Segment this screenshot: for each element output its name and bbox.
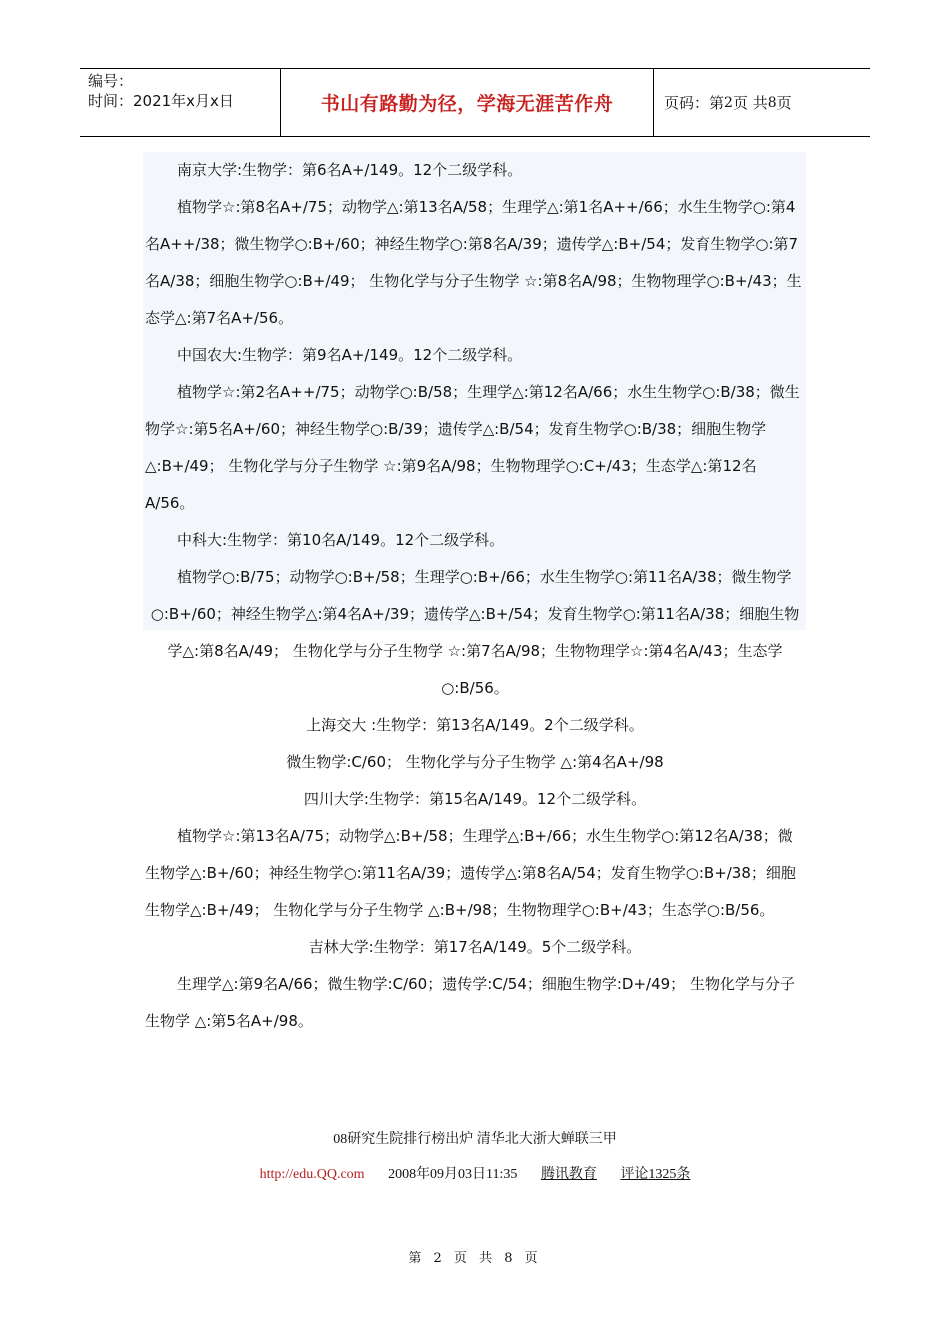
paragraph-jlu-summary: 吉林大学:生物学：第17名A/149。5个二级学科。 bbox=[308, 938, 642, 956]
paragraph-sjtu-details: 微生物学:C/60； 生物化学与分子生物学 △:第4名A+/98 bbox=[286, 753, 664, 771]
page-label-mid: 页 共 bbox=[732, 94, 768, 112]
header-motto-cell bbox=[281, 69, 654, 136]
header-page-cell bbox=[654, 69, 870, 136]
paragraph-cau-details: 植物学☆:第2名A++/75；动物学○:B/58；生理学△:第12名A/66；水生生物学○:B/38；微生物学☆:第5名A+/60；神经生物学○:B/39；遗传学△:B/54；发育生物学○:B/38；细胞生物学△:B+/49； 生物化学与分子生物学 ☆:第9名A/98；生物物理学○:C+/43；生态学△:第12名A/56。 bbox=[145, 383, 800, 512]
news-datetime: 2008年09月03日11:35 bbox=[388, 1167, 518, 1182]
news-title: 08研究生院排行榜出炉 清华北大浙大蝉联三甲 bbox=[333, 1132, 617, 1147]
news-comments-link[interactable]: 评论1325条 bbox=[620, 1167, 691, 1182]
page-label-end: 页 bbox=[776, 94, 792, 112]
document-body bbox=[145, 152, 805, 1040]
header-table bbox=[80, 68, 870, 137]
header-meta bbox=[80, 69, 281, 136]
paragraph-jlu-details: 生理学△:第9名A/66；微生物学:C/60；遗传学:C/54；细胞生物学:D+/49； 生物化学与分子生物学 △:第5名A+/98。 bbox=[145, 975, 795, 1030]
page-label: 页码：第 bbox=[664, 94, 725, 112]
news-source-name[interactable]: 腾讯教育 bbox=[540, 1167, 597, 1182]
paragraph-sjtu-summary: 上海交大 :生物学：第13名A/149。2个二级学科。 bbox=[306, 716, 644, 734]
paragraph-cau-summary: 中国农大:生物学：第9名A+/149。12个二级学科。 bbox=[177, 346, 523, 364]
news-source-link[interactable]: http://edu.QQ.com bbox=[259, 1167, 365, 1182]
motto: 书山有路勤为径，学海无涯苦作舟 bbox=[320, 93, 614, 115]
paragraph-ustc-details-b: ○:B+/60；神经生物学△:第4名A+/39；遗传学△:B+/54；发育生物学○:第11名A/38；细胞生物学△:第8名A/49； 生物化学与分子生物学 ☆:第7名A/98；生物物理学☆:第4名A/43；生态学○:B/56。 bbox=[150, 605, 800, 697]
page-total: 8 bbox=[767, 94, 777, 111]
serial-label: 编号： bbox=[88, 72, 134, 90]
page-number: 2 bbox=[724, 94, 733, 111]
paragraph-ustc-summary: 中科大:生物学：第10名A/149。12个二级学科。 bbox=[177, 531, 505, 549]
paragraph-scu-summary: 四川大学:生物学：第15名A/149。12个二级学科。 bbox=[303, 790, 647, 808]
paragraph-scu-details: 植物学☆:第13名A/75；动物学△:B+/58；生理学△:B+/66；水生生物学○:第12名A/38；微生物学△:B+/60；神经生物学○:第11名A/39；遗传学△:第8名A/54；发育生物学○:B+/38；细胞生物学△:B+/49； 生物化学与分子生物学 △:B+/98；生物物理学○:B+/43；生态学○:B/56。 bbox=[145, 827, 796, 919]
paragraph-nju-details: 植物学☆:第8名A+/75；动物学△:第13名A/58；生理学△:第1名A++/66；水生生物学○:第4名A++/38；微生物学○:B+/60；神经生物学○:第8名A/39；遗传学△:B+/54；发育生物学○:第7名A/38；细胞生物学○:B+/49； 生物化学与分子生物学 ☆:第8名A/98；生物物理学○:B+/43；生态学△:第7名A+/56。 bbox=[145, 198, 802, 327]
paragraph-nju-summary: 南京大学:生物学：第6名A+/149。12个二级学科。 bbox=[177, 161, 523, 179]
news-meta bbox=[145, 1163, 805, 1183]
page-footer: 第 2 页 共 8 页 bbox=[408, 1251, 542, 1266]
date-label: 时间：2021年x月x日 bbox=[88, 92, 234, 110]
paragraph-ustc-details-a: 植物学○:B/75；动物学○:B+/58；生理学○:B+/66；水生生物学○:第11名A/38；微生物学 bbox=[177, 568, 792, 586]
